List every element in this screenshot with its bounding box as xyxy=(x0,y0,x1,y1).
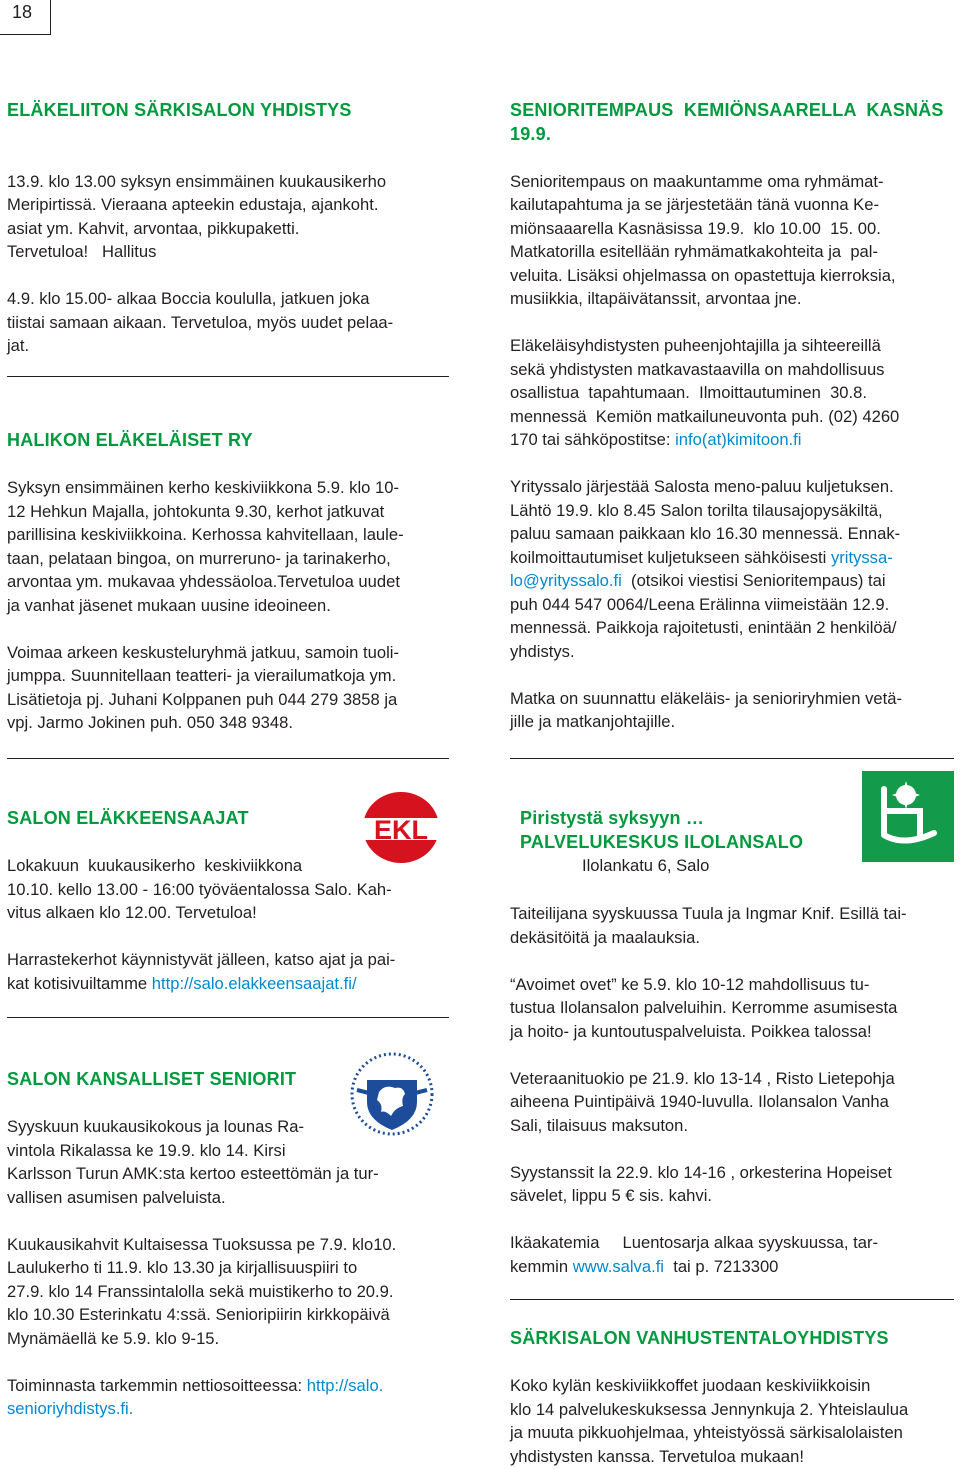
text-line: Syystanssit la 22.9. klo 14-16 , orkesterina Hopeiset xyxy=(510,1162,892,1182)
paragraph xyxy=(510,334,954,452)
section-title: ELÄKELIITON SÄRKISALON YHDISTYS xyxy=(7,100,352,120)
ekl-logo-text: EKL xyxy=(374,815,428,845)
text-span: koilmoittautumiset kuljetukseen sähköisesti xyxy=(510,547,831,567)
text-line: jille ja matkanjohtajille. xyxy=(510,712,676,731)
text-line: osallistua tapahtumaan. Ilmoittautuminen 30.8. xyxy=(510,383,867,402)
text-line: Matka on suunnattu eläkeläis- ja senioriryhmien vetä- xyxy=(510,688,902,708)
text-span: 170 tai sähköpostitse: xyxy=(510,430,676,449)
text-line: miönsaaarella Kasnäsissa 19.9. klo 10.00 15. 00. xyxy=(510,218,881,238)
divider xyxy=(510,758,954,759)
text-line: Lähtö 19.9. klo 8.45 Salon torilta tilausajopysäkiltä, xyxy=(510,500,883,520)
text-span: (otsikoi viestisi Senioritempaus) tai xyxy=(621,571,886,590)
page-number: 18 xyxy=(12,2,33,22)
text-line: “Avoimet ovet” ke 5.9. klo 10-12 mahdollisuus tu- xyxy=(510,974,870,994)
paragraph xyxy=(510,1231,954,1278)
text-line xyxy=(510,1255,954,1279)
page-number-box xyxy=(0,0,51,35)
text-line: 4.9. klo 15.00- alkaa Boccia koululla, jatkuen joka xyxy=(7,289,370,308)
ekl-logo-graphic xyxy=(362,791,440,864)
section-title-date: 19.9. xyxy=(510,123,552,144)
text-line: Taiteilijana syyskuussa Tuula ja Ingmar Knif. Esillä tai- xyxy=(510,904,907,923)
text-line: tiistai samaan aikaan. Tervetuloa, myös uudet pelaa- xyxy=(7,312,394,332)
divider xyxy=(7,1017,449,1018)
text-line: Lisätietoja pj. Juhani Kolppanen puh 044 279 3858 ja xyxy=(7,689,398,709)
paragraph xyxy=(7,476,449,617)
text-line: sekä yhdistysten matkavastaavilla on mahdollisuus xyxy=(510,359,885,379)
text-line: Harrastekerhot käynnistyvät jälleen, katso ajat ja pai- xyxy=(7,950,396,969)
website-link[interactable]: www.salva.fi xyxy=(572,1256,664,1276)
text-line: jumppa. Suunnitellaan teatteri- ja vierailumatkoja ym. xyxy=(7,666,397,685)
divider xyxy=(7,758,449,759)
text-line: vintola Rikalassa ke 19.9. klo 14. Kirsi xyxy=(7,1140,286,1160)
paragraph xyxy=(510,475,954,663)
text-line: Syksyn ensimmäinen kerho keskiviikkona 5.9. klo 10- xyxy=(7,478,399,497)
paragraph xyxy=(510,170,954,311)
paragraph xyxy=(510,687,954,734)
text-line: taan, pelataan bingoa, on murreruno- ja tarinakerho, xyxy=(7,548,391,568)
website-link[interactable]: http://salo. xyxy=(306,1375,384,1395)
text-line: Senioritempaus on maakuntamme oma ryhmämat- xyxy=(510,171,884,191)
text-line: Ikäakatemia Luentosarja alkaa syyskuussa, tar- xyxy=(510,1233,879,1252)
text-line: parillisina keskiviikkoina. Kerhossa kahvitellaan, laule- xyxy=(7,525,404,544)
website-link[interactable]: http://salo.elakkeensaajat.fi/ xyxy=(151,973,357,993)
lion-emblem xyxy=(345,1050,439,1138)
rocking-chair-icon xyxy=(862,771,954,862)
text-span: tai p. 7213300 xyxy=(664,1256,779,1276)
text-line: ja hoito- ja kuntoutuspalveluista. Poikkea talossa! xyxy=(510,1021,872,1041)
text-line: veluita. Lisäksi ohjelmassa on opastettuja kierroksia, xyxy=(510,265,896,285)
paragraph xyxy=(7,1374,449,1421)
text-line: vpj. Jarmo Jokinen puh. 050 348 9348. xyxy=(7,713,293,732)
text-line xyxy=(510,428,954,452)
paragraph xyxy=(510,1161,954,1208)
paragraph xyxy=(7,287,449,358)
text-line: Eläkeläisyhdistysten puheenjohtajilla ja sihteereillä xyxy=(510,336,881,355)
text-line: Laulukerho ti 11.9. klo 13.30 ja kirjallisuuspiiri to xyxy=(7,1258,358,1277)
text-line: vitus alkaen klo 12.00. Tervetuloa! xyxy=(7,903,257,922)
text-line: klo 10.30 Esterinkatu 4:ssä. Senioripiirin kirkkopäivä xyxy=(7,1305,390,1324)
text-line: yhdistysten kanssa. Tervetuloa mukaan! xyxy=(510,1446,804,1466)
text-line: kailutapahtuma ja se järjestetään tänä vuonna Ke- xyxy=(510,195,879,214)
address: Ilolankatu 6, Salo xyxy=(582,856,710,875)
paragraph xyxy=(7,170,449,264)
paragraph xyxy=(510,902,954,949)
logo-background xyxy=(862,771,954,862)
website-link[interactable]: senioriyhdistys.fi. xyxy=(7,1399,134,1418)
text-line xyxy=(7,972,449,996)
ekl-logo xyxy=(362,791,440,864)
section-halikko xyxy=(7,429,449,735)
text-line: Lokakuun kuukausikerho keskiviikkona xyxy=(7,856,303,875)
text-line: yhdistys. xyxy=(510,641,575,661)
text-line: klo 14 palvelukeskuksessa Jennynkuja 2. Yhteislaulua xyxy=(510,1399,909,1419)
text-line: asiat ym. Kahvit, arvontaa, pikkupaketti. xyxy=(7,218,300,238)
section-title: Piristystä syksyyn … xyxy=(520,808,705,828)
text-line: tustua Ilolansalon palveluihin. Kerromme asumisesta xyxy=(510,998,898,1017)
text-line xyxy=(510,569,954,593)
section-ilolansalo xyxy=(510,902,954,1278)
text-line: Syyskuun kuukausikokous ja lounas Ra- xyxy=(7,1117,305,1136)
text-span: kemmin xyxy=(510,1256,573,1276)
email-link[interactable]: info(at)kimitoon.fi xyxy=(675,430,802,449)
text-line: Tervetuloa! Hallitus xyxy=(7,242,157,261)
text-line: dekäsitöitä ja maalauksia. xyxy=(510,927,701,947)
section-title: SALON ELÄKKEENSAAJAT xyxy=(7,808,249,828)
paragraph xyxy=(7,641,449,735)
text-line: Sali, tilaisuus maksuton. xyxy=(510,1115,689,1135)
text-line: sävelet, lippu 5 € sis. kahvi. xyxy=(510,1186,712,1205)
text-line: ja muuta pikkuohjelmaa, yhteistyössä särkisalolaisten xyxy=(510,1423,903,1442)
section-title: PALVELUKESKUS ILOLANSALO xyxy=(520,831,804,852)
text-line: Voimaa arkeen keskusteluryhmä jatkuu, samoin tuoli- xyxy=(7,642,399,662)
text-line: Yrityssalo järjestää Salosta meno-paluu kuljetuksen. xyxy=(510,477,894,496)
kansalliset-seniorit-logo xyxy=(345,1050,439,1138)
section-senioritempaus xyxy=(510,99,954,734)
section-title: SENIORITEMPAUS KEMIÖNSAARELLA KASNÄS xyxy=(510,100,944,120)
email-link[interactable]: lo@yrityssalo.fi xyxy=(510,571,622,590)
paragraph xyxy=(510,1067,954,1138)
text-line: Meripirtissä. Vieraana apteekin edustaja, ajankoht. xyxy=(7,195,379,214)
text-line: jat. xyxy=(7,336,30,355)
text-line: ja vanhat jäsenet mukaan uusine ideoineen. xyxy=(7,595,331,615)
text-line: 13.9. klo 13.00 syksyn ensimmäinen kuukausikerho xyxy=(7,171,387,191)
section-title: SÄRKISALON VANHUSTENTALOYHDISTYS xyxy=(510,1328,889,1348)
section-title: SALON KANSALLISET SENIORIT xyxy=(7,1069,297,1089)
text-line: 27.9. klo 14 Franssintalolla sekä muistikerho to 20.9. xyxy=(7,1281,394,1301)
text-line: arvontaa ym. mukavaa yhdessäoloa.Tervetuloa uudet xyxy=(7,572,400,591)
text-line: aiheena Puintipäivä 1940-luvulla. Ilolansalon Vanha xyxy=(510,1092,889,1111)
text-line: Mynämäellä ke 5.9. klo 9-15. xyxy=(7,1328,220,1348)
section-title: HALIKON ELÄKELÄISET RY xyxy=(7,430,253,450)
divider xyxy=(7,376,449,377)
paragraph xyxy=(510,1374,954,1468)
text-line: 10.10. kello 13.00 - 16:00 työväentalossa Salo. Kah- xyxy=(7,879,392,899)
text-line: puh 044 547 0064/Leena Erälinna viimeistään 12.9. xyxy=(510,594,890,614)
text-line: Koko kylän keskiviikkoffet juodaan keskiviikkoisin xyxy=(510,1376,871,1395)
text-line: mennessä Kemiön matkailuneuvonta puh. (02) 4260 xyxy=(510,406,900,426)
divider xyxy=(510,1299,954,1300)
ilolansalo-logo xyxy=(862,771,954,862)
text-span: kat kotisivuiltamme xyxy=(7,973,152,993)
section-sarkisalon-vanhustentalo xyxy=(510,1327,954,1468)
text-line: vallisen asumisen palveluista. xyxy=(7,1187,226,1207)
section-elakeliitto xyxy=(7,99,449,358)
paragraph xyxy=(7,948,449,995)
text-line xyxy=(510,546,954,570)
paragraph xyxy=(7,854,449,925)
text-line: paluu samaan paikkaan klo 16.30 mennessä. Ennak- xyxy=(510,524,901,543)
text-line xyxy=(7,1374,449,1398)
text-line: mennessä. Paikkoja rajoitetusti, enintään 2 henkilöä/ xyxy=(510,618,897,637)
paragraph xyxy=(7,1233,449,1351)
text-line: Matkatorilla esitellään ryhmämatkakohteita ja pal- xyxy=(510,242,878,261)
text-line: Karlsson Turun AMK:sta kertoo esteettömän ja tur- xyxy=(7,1164,379,1183)
paragraph xyxy=(510,973,954,1044)
text-line: Veteraanituokio pe 21.9. klo 13-14 , Risto Lietepohja xyxy=(510,1068,895,1088)
text-span: Toiminnasta tarkemmin nettiosoitteessa: xyxy=(7,1375,307,1395)
text-line: Kuukausikahvit Kultaisessa Tuoksussa pe 7.9. klo10. xyxy=(7,1234,397,1254)
text-line: 12 Hehkun Majalla, johtokunta 9.30, kerhot jatkuvat xyxy=(7,501,385,521)
text-line: musiikkia, iltapäivätanssit, arvontaa jne. xyxy=(510,289,802,308)
email-link[interactable]: yrityssa- xyxy=(830,547,893,567)
